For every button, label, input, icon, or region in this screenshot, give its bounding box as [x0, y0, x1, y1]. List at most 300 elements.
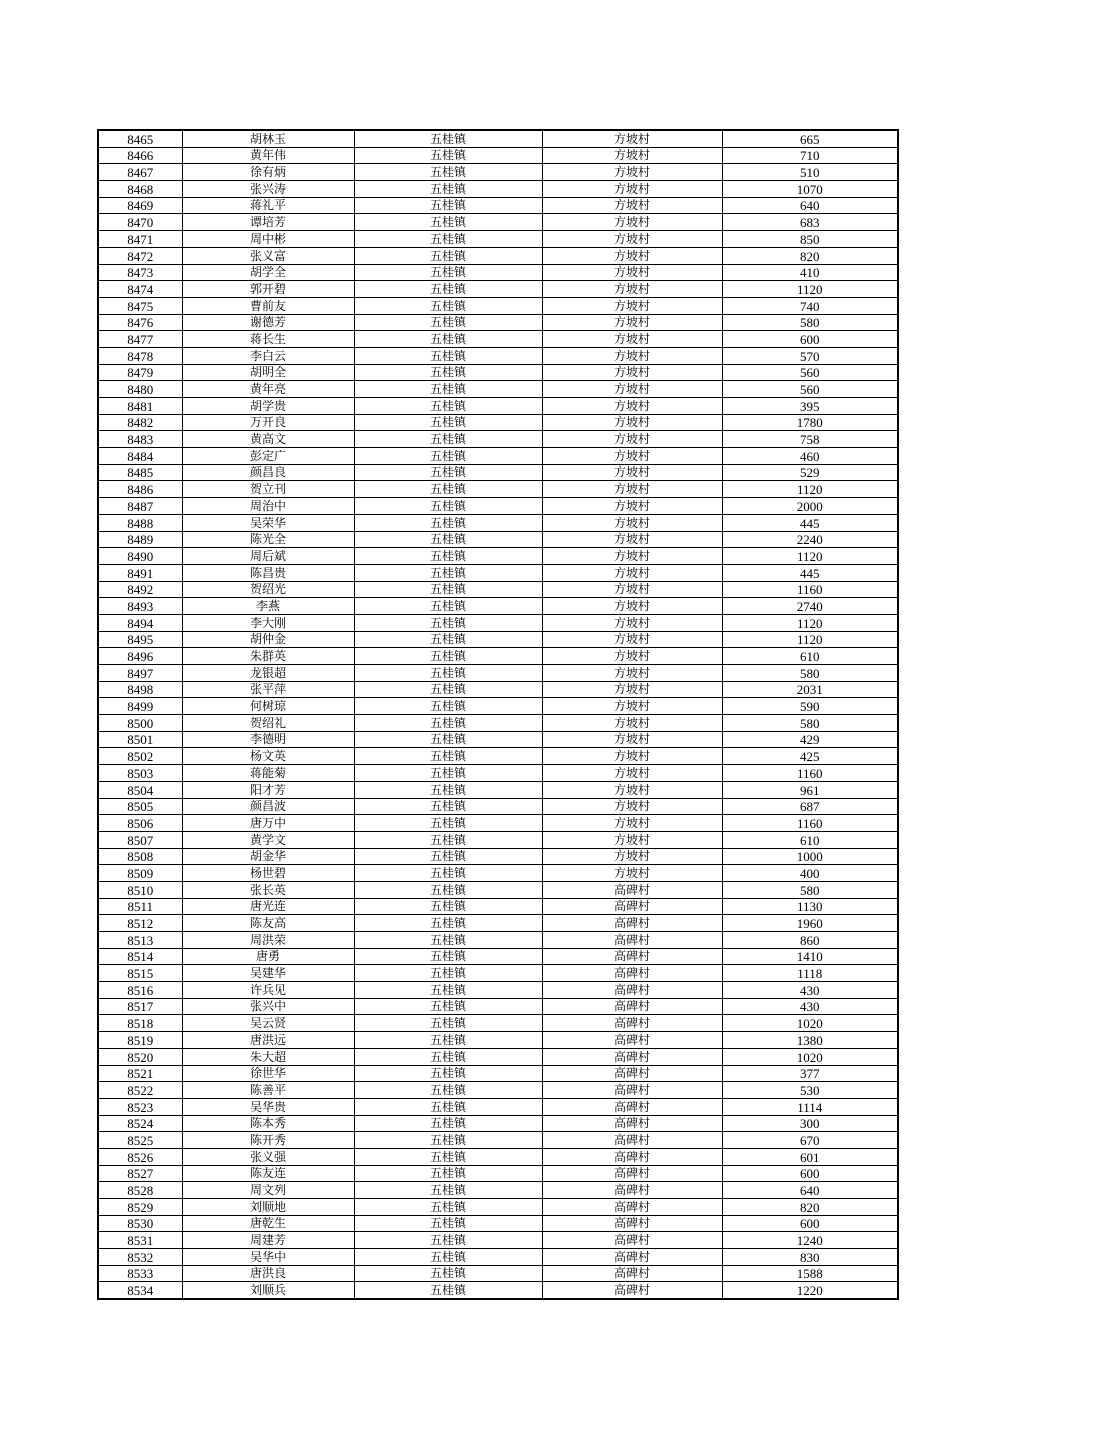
table-row [98, 1182, 898, 1199]
town-cell: 五桂镇 [354, 1048, 542, 1065]
amount-cell: 683 [722, 214, 898, 231]
table-row [98, 982, 898, 999]
row-number-cell: 8516 [98, 982, 182, 999]
village-cell: 方坡村 [542, 748, 722, 765]
town-cell: 五桂镇 [354, 998, 542, 1015]
amount-cell: 1118 [722, 965, 898, 982]
town-cell: 五桂镇 [354, 982, 542, 999]
village-cell: 高碑村 [542, 1032, 722, 1049]
table-row [98, 1048, 898, 1065]
town-cell: 五桂镇 [354, 865, 542, 882]
town-cell: 五桂镇 [354, 1249, 542, 1266]
table-row [98, 1098, 898, 1115]
table-row [98, 481, 898, 498]
row-number-cell: 8495 [98, 631, 182, 648]
town-cell: 五桂镇 [354, 631, 542, 648]
table-row [98, 614, 898, 631]
row-number-cell: 8480 [98, 381, 182, 398]
town-cell: 五桂镇 [354, 715, 542, 732]
town-cell: 五桂镇 [354, 448, 542, 465]
name-cell: 唐万中 [182, 815, 354, 832]
town-cell: 五桂镇 [354, 614, 542, 631]
name-cell: 朱群英 [182, 648, 354, 665]
village-cell: 方坡村 [542, 147, 722, 164]
name-cell: 唐乾生 [182, 1215, 354, 1232]
name-cell: 贺绍光 [182, 581, 354, 598]
town-cell: 五桂镇 [354, 598, 542, 615]
town-cell: 五桂镇 [354, 247, 542, 264]
table-row [98, 1032, 898, 1049]
town-cell: 五桂镇 [354, 331, 542, 348]
table-row [98, 448, 898, 465]
village-cell: 方坡村 [542, 731, 722, 748]
name-cell: 胡学贵 [182, 398, 354, 415]
name-cell: 谭培芳 [182, 214, 354, 231]
name-cell: 彭定广 [182, 448, 354, 465]
town-cell: 五桂镇 [354, 1182, 542, 1199]
amount-cell: 687 [722, 798, 898, 815]
town-cell: 五桂镇 [354, 1232, 542, 1249]
row-number-cell: 8533 [98, 1265, 182, 1282]
amount-cell: 1120 [722, 614, 898, 631]
village-cell: 方坡村 [542, 181, 722, 198]
amount-cell: 410 [722, 264, 898, 281]
row-number-cell: 8497 [98, 665, 182, 682]
table-row [98, 1199, 898, 1216]
amount-cell: 510 [722, 164, 898, 181]
village-cell: 高碑村 [542, 998, 722, 1015]
row-number-cell: 8519 [98, 1032, 182, 1049]
table-row [98, 1015, 898, 1032]
amount-cell: 850 [722, 231, 898, 248]
row-number-cell: 8515 [98, 965, 182, 982]
amount-cell: 758 [722, 431, 898, 448]
table-row [98, 865, 898, 882]
village-cell: 方坡村 [542, 698, 722, 715]
name-cell: 朱大超 [182, 1048, 354, 1065]
name-cell: 陈光全 [182, 531, 354, 548]
village-cell: 方坡村 [542, 798, 722, 815]
name-cell: 胡明全 [182, 364, 354, 381]
table-row [98, 898, 898, 915]
village-cell: 方坡村 [542, 548, 722, 565]
village-cell: 高碑村 [542, 1148, 722, 1165]
amount-cell: 430 [722, 982, 898, 999]
name-cell: 徐有炳 [182, 164, 354, 181]
name-cell: 何树琼 [182, 698, 354, 715]
town-cell: 五桂镇 [354, 297, 542, 314]
name-cell: 唐光连 [182, 898, 354, 915]
amount-cell: 820 [722, 247, 898, 264]
town-cell: 五桂镇 [354, 1115, 542, 1132]
amount-cell: 820 [722, 1199, 898, 1216]
table-row [98, 564, 898, 581]
table-row [98, 1215, 898, 1232]
name-cell: 陈昌贵 [182, 564, 354, 581]
row-number-cell: 8491 [98, 564, 182, 581]
name-cell: 张义富 [182, 247, 354, 264]
town-cell: 五桂镇 [354, 164, 542, 181]
row-number-cell: 8471 [98, 231, 182, 248]
row-number-cell: 8465 [98, 130, 182, 147]
town-cell: 五桂镇 [354, 1132, 542, 1149]
town-cell: 五桂镇 [354, 1148, 542, 1165]
name-cell: 吴云贤 [182, 1015, 354, 1032]
amount-cell: 570 [722, 347, 898, 364]
row-number-cell: 8504 [98, 781, 182, 798]
amount-cell: 429 [722, 731, 898, 748]
table-row [98, 231, 898, 248]
town-cell: 五桂镇 [354, 197, 542, 214]
amount-cell: 640 [722, 197, 898, 214]
row-number-cell: 8479 [98, 364, 182, 381]
name-cell: 胡林玉 [182, 130, 354, 147]
name-cell: 蒋礼平 [182, 197, 354, 214]
name-cell: 张义强 [182, 1148, 354, 1165]
village-cell: 方坡村 [542, 347, 722, 364]
village-cell: 方坡村 [542, 314, 722, 331]
row-number-cell: 8522 [98, 1082, 182, 1099]
village-cell: 高碑村 [542, 982, 722, 999]
table-row [98, 781, 898, 798]
table-row [98, 631, 898, 648]
town-cell: 五桂镇 [354, 314, 542, 331]
town-cell: 五桂镇 [354, 1065, 542, 1082]
amount-cell: 430 [722, 998, 898, 1015]
table-row [98, 1065, 898, 1082]
row-number-cell: 8475 [98, 297, 182, 314]
village-cell: 高碑村 [542, 1249, 722, 1266]
town-cell: 五桂镇 [354, 564, 542, 581]
name-cell: 黄学文 [182, 831, 354, 848]
amount-cell: 1380 [722, 1032, 898, 1049]
village-cell: 方坡村 [542, 281, 722, 298]
town-cell: 五桂镇 [354, 364, 542, 381]
table-row [98, 998, 898, 1015]
amount-cell: 610 [722, 831, 898, 848]
name-cell: 李大刚 [182, 614, 354, 631]
amount-cell: 1020 [722, 1015, 898, 1032]
row-number-cell: 8531 [98, 1232, 182, 1249]
village-cell: 高碑村 [542, 1098, 722, 1115]
village-cell: 方坡村 [542, 598, 722, 615]
row-number-cell: 8502 [98, 748, 182, 765]
town-cell: 五桂镇 [354, 798, 542, 815]
town-cell: 五桂镇 [354, 915, 542, 932]
name-cell: 陈善平 [182, 1082, 354, 1099]
village-cell: 高碑村 [542, 1082, 722, 1099]
town-cell: 五桂镇 [354, 214, 542, 231]
amount-cell: 740 [722, 297, 898, 314]
row-number-cell: 8523 [98, 1098, 182, 1115]
village-cell: 高碑村 [542, 915, 722, 932]
village-cell: 方坡村 [542, 364, 722, 381]
name-cell: 刘顺地 [182, 1199, 354, 1216]
name-cell: 张长英 [182, 881, 354, 898]
amount-cell: 425 [722, 748, 898, 765]
row-number-cell: 8484 [98, 448, 182, 465]
amount-cell: 830 [722, 1249, 898, 1266]
amount-cell: 640 [722, 1182, 898, 1199]
town-cell: 五桂镇 [354, 898, 542, 915]
row-number-cell: 8470 [98, 214, 182, 231]
name-cell: 唐勇 [182, 948, 354, 965]
row-number-cell: 8508 [98, 848, 182, 865]
amount-cell: 1130 [722, 898, 898, 915]
table-row [98, 765, 898, 782]
name-cell: 颜昌良 [182, 464, 354, 481]
amount-cell: 665 [722, 130, 898, 147]
name-cell: 郭开碧 [182, 281, 354, 298]
row-number-cell: 8509 [98, 865, 182, 882]
village-cell: 方坡村 [542, 681, 722, 698]
table-row [98, 932, 898, 949]
name-cell: 陈本秀 [182, 1115, 354, 1132]
table-row [98, 214, 898, 231]
village-cell: 方坡村 [542, 331, 722, 348]
row-number-cell: 8499 [98, 698, 182, 715]
amount-cell: 670 [722, 1132, 898, 1149]
amount-cell: 710 [722, 147, 898, 164]
row-number-cell: 8468 [98, 181, 182, 198]
table-row [98, 314, 898, 331]
table-row [98, 431, 898, 448]
amount-cell: 1070 [722, 181, 898, 198]
town-cell: 五桂镇 [354, 1215, 542, 1232]
amount-cell: 1160 [722, 765, 898, 782]
name-cell: 胡学全 [182, 264, 354, 281]
row-number-cell: 8512 [98, 915, 182, 932]
name-cell: 李白云 [182, 347, 354, 364]
town-cell: 五桂镇 [354, 731, 542, 748]
table-row [98, 347, 898, 364]
table-row [98, 731, 898, 748]
village-cell: 高碑村 [542, 1282, 722, 1299]
amount-cell: 961 [722, 781, 898, 798]
row-number-cell: 8469 [98, 197, 182, 214]
village-cell: 方坡村 [542, 865, 722, 882]
town-cell: 五桂镇 [354, 932, 542, 949]
town-cell: 五桂镇 [354, 381, 542, 398]
amount-cell: 560 [722, 364, 898, 381]
table-row [98, 648, 898, 665]
village-cell: 方坡村 [542, 130, 722, 147]
name-cell: 李燕 [182, 598, 354, 615]
row-number-cell: 8498 [98, 681, 182, 698]
town-cell: 五桂镇 [354, 1082, 542, 1099]
town-cell: 五桂镇 [354, 781, 542, 798]
amount-cell: 1120 [722, 481, 898, 498]
table-row [98, 264, 898, 281]
village-cell: 方坡村 [542, 297, 722, 314]
name-cell: 杨世碧 [182, 865, 354, 882]
name-cell: 周治中 [182, 498, 354, 515]
name-cell: 谢德芳 [182, 314, 354, 331]
village-cell: 高碑村 [542, 965, 722, 982]
name-cell: 阳才芳 [182, 781, 354, 798]
table-row [98, 197, 898, 214]
village-cell: 高碑村 [542, 1232, 722, 1249]
name-cell: 贺立刊 [182, 481, 354, 498]
amount-cell: 2000 [722, 498, 898, 515]
town-cell: 五桂镇 [354, 748, 542, 765]
row-number-cell: 8506 [98, 815, 182, 832]
table-row [98, 130, 898, 147]
village-cell: 方坡村 [542, 481, 722, 498]
row-number-cell: 8493 [98, 598, 182, 615]
table-row [98, 1249, 898, 1266]
village-cell: 高碑村 [542, 898, 722, 915]
name-cell: 张平萍 [182, 681, 354, 698]
town-cell: 五桂镇 [354, 431, 542, 448]
amount-cell: 610 [722, 648, 898, 665]
table-row [98, 498, 898, 515]
village-cell: 方坡村 [542, 781, 722, 798]
town-cell: 五桂镇 [354, 965, 542, 982]
town-cell: 五桂镇 [354, 1199, 542, 1216]
town-cell: 五桂镇 [354, 147, 542, 164]
name-cell: 贺绍礼 [182, 715, 354, 732]
amount-cell: 460 [722, 448, 898, 465]
table-row [98, 147, 898, 164]
amount-cell: 600 [722, 1215, 898, 1232]
row-number-cell: 8487 [98, 498, 182, 515]
row-number-cell: 8534 [98, 1282, 182, 1299]
amount-cell: 445 [722, 564, 898, 581]
row-number-cell: 8488 [98, 514, 182, 531]
row-number-cell: 8486 [98, 481, 182, 498]
name-cell: 张兴涛 [182, 181, 354, 198]
name-cell: 黄年伟 [182, 147, 354, 164]
village-cell: 方坡村 [542, 414, 722, 431]
town-cell: 五桂镇 [354, 648, 542, 665]
table-row [98, 548, 898, 565]
row-number-cell: 8505 [98, 798, 182, 815]
table-row [98, 398, 898, 415]
town-cell: 五桂镇 [354, 231, 542, 248]
name-cell: 吴华贵 [182, 1098, 354, 1115]
table-row [98, 514, 898, 531]
amount-cell: 1588 [722, 1265, 898, 1282]
row-number-cell: 8521 [98, 1065, 182, 1082]
row-number-cell: 8492 [98, 581, 182, 598]
row-number-cell: 8477 [98, 331, 182, 348]
table-row [98, 381, 898, 398]
amount-cell: 580 [722, 314, 898, 331]
village-cell: 方坡村 [542, 614, 722, 631]
amount-cell: 377 [722, 1065, 898, 1082]
village-cell: 方坡村 [542, 665, 722, 682]
table-row [98, 665, 898, 682]
amount-cell: 395 [722, 398, 898, 415]
row-number-cell: 8517 [98, 998, 182, 1015]
amount-cell: 1160 [722, 815, 898, 832]
row-number-cell: 8490 [98, 548, 182, 565]
village-cell: 方坡村 [542, 848, 722, 865]
table-row [98, 1115, 898, 1132]
table-row [98, 1082, 898, 1099]
name-cell: 曹前友 [182, 297, 354, 314]
row-number-cell: 8511 [98, 898, 182, 915]
row-number-cell: 8530 [98, 1215, 182, 1232]
name-cell: 颜昌波 [182, 798, 354, 815]
name-cell: 李德明 [182, 731, 354, 748]
amount-cell: 445 [722, 514, 898, 531]
amount-cell: 590 [722, 698, 898, 715]
town-cell: 五桂镇 [354, 1032, 542, 1049]
village-cell: 高碑村 [542, 1048, 722, 1065]
amount-cell: 1160 [722, 581, 898, 598]
table-row [98, 281, 898, 298]
village-cell: 方坡村 [542, 464, 722, 481]
row-number-cell: 8481 [98, 398, 182, 415]
row-number-cell: 8476 [98, 314, 182, 331]
name-cell: 陈友高 [182, 915, 354, 932]
village-cell: 高碑村 [542, 932, 722, 949]
town-cell: 五桂镇 [354, 548, 542, 565]
amount-cell: 400 [722, 865, 898, 882]
table-row [98, 848, 898, 865]
town-cell: 五桂镇 [354, 698, 542, 715]
village-cell: 方坡村 [542, 381, 722, 398]
village-cell: 高碑村 [542, 1165, 722, 1182]
amount-cell: 580 [722, 881, 898, 898]
row-number-cell: 8525 [98, 1132, 182, 1149]
town-cell: 五桂镇 [354, 831, 542, 848]
village-cell: 方坡村 [542, 631, 722, 648]
row-number-cell: 8485 [98, 464, 182, 481]
row-number-cell: 8510 [98, 881, 182, 898]
amount-cell: 600 [722, 1165, 898, 1182]
amount-cell: 1000 [722, 848, 898, 865]
name-cell: 吴荣华 [182, 514, 354, 531]
amount-cell: 1410 [722, 948, 898, 965]
village-cell: 方坡村 [542, 715, 722, 732]
table-row [98, 1232, 898, 1249]
town-cell: 五桂镇 [354, 1098, 542, 1115]
table-row [98, 965, 898, 982]
table-row [98, 1282, 898, 1299]
village-cell: 方坡村 [542, 564, 722, 581]
row-number-cell: 8527 [98, 1165, 182, 1182]
town-cell: 五桂镇 [354, 1165, 542, 1182]
town-cell: 五桂镇 [354, 665, 542, 682]
name-cell: 陈友连 [182, 1165, 354, 1182]
row-number-cell: 8514 [98, 948, 182, 965]
table-row [98, 948, 898, 965]
name-cell: 吴建华 [182, 965, 354, 982]
row-number-cell: 8494 [98, 614, 182, 631]
name-cell: 唐洪远 [182, 1032, 354, 1049]
table-row [98, 915, 898, 932]
town-cell: 五桂镇 [354, 1282, 542, 1299]
row-number-cell: 8496 [98, 648, 182, 665]
village-cell: 方坡村 [542, 214, 722, 231]
amount-cell: 1120 [722, 281, 898, 298]
village-cell: 高碑村 [542, 1199, 722, 1216]
name-cell: 万开良 [182, 414, 354, 431]
amount-cell: 601 [722, 1148, 898, 1165]
name-cell: 黄年亮 [182, 381, 354, 398]
amount-cell: 1960 [722, 915, 898, 932]
row-number-cell: 8513 [98, 932, 182, 949]
row-number-cell: 8478 [98, 347, 182, 364]
name-cell: 胡仲金 [182, 631, 354, 648]
town-cell: 五桂镇 [354, 130, 542, 147]
table-row [98, 831, 898, 848]
row-number-cell: 8466 [98, 147, 182, 164]
village-cell: 方坡村 [542, 831, 722, 848]
